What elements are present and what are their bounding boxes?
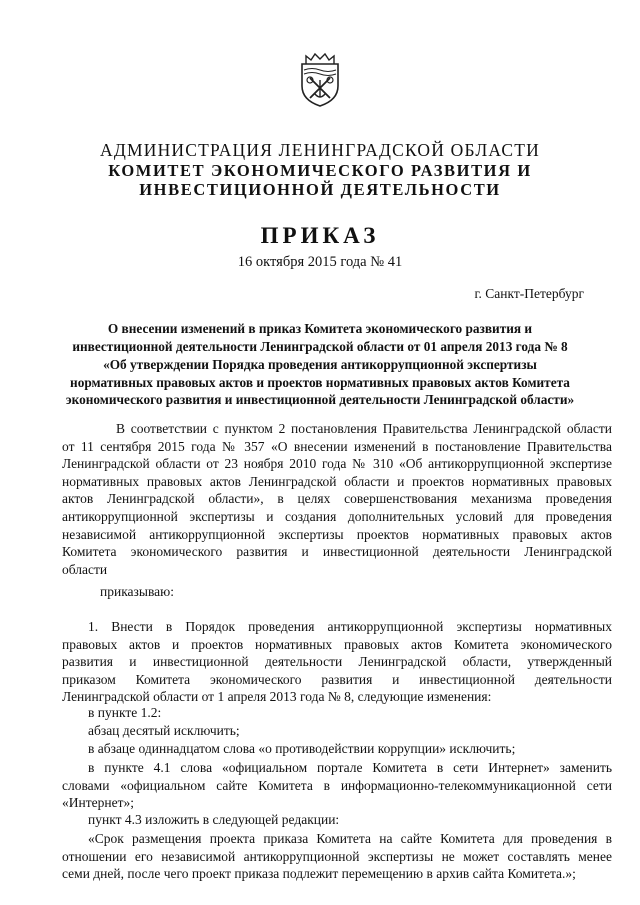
order-heading: ПРИКАЗ <box>260 223 380 248</box>
item-1-line: правовых актов и проектов нормативных правовых актов Комитета экономического <box>62 636 612 652</box>
preamble-line: Ленинградской области от 23 ноября 2010 года № 310 «Об антикоррупционной экспертизе <box>62 456 612 472</box>
change-p43-line: отношении его независимой антикоррупционной экспертизы не может составлять менее <box>62 848 612 864</box>
title-line: О внесении изменений в приказ Комитета экономического развития и <box>107 321 533 336</box>
change-p43-line: «Срок размещения проекта приказа Комитета на сайте Комитета для проведения в <box>88 831 612 846</box>
preamble-line: независимой антикоррупционной экспертизы проектов нормативных правовых актов <box>62 526 612 542</box>
change-p12-intro: в пункте 1.2: <box>88 705 162 720</box>
title-line: экономического развития и инвестиционной деятельности Ленинградской области» <box>65 392 575 407</box>
order-date-number: 16 октября 2015 года № 41 <box>237 254 403 270</box>
item-1-line: развития и инвестиционной деятельности Ленинградской области, утвержденный <box>62 654 612 670</box>
item-1-line: приказом Комитета экономического развития и инвестиционной деятельности <box>62 671 612 687</box>
change-p41-line: «Интернет»; <box>62 795 134 811</box>
city-name: г. Санкт-Петербург <box>474 286 584 301</box>
coat-of-arms-emblem <box>298 50 342 108</box>
title-line: инвестиционной деятельности Ленинградской области от 01 апреля 2013 года № 8 <box>72 339 568 354</box>
item-1-line: 1. Внести в Порядок проведения антикоррупционной экспертизы нормативных <box>88 619 612 634</box>
committee-heading-line2: ИНВЕСТИЦИОННОЙ ДЕЯТЕЛЬНОСТИ <box>139 180 501 199</box>
committee-heading-line1: КОМИТЕТ ЭКОНОМИЧЕСКОГО РАЗВИТИЯ И <box>108 161 532 180</box>
item-1-line: Ленинградской области от 1 апреля 2013 года № 8, следующие изменения: <box>62 689 492 705</box>
preamble-paragraph <box>62 420 612 578</box>
change-p43-line: семи дней, после чего проект приказа подлежит перемещению в архив сайта Комитета.»; <box>62 866 576 882</box>
administration-heading: АДМИНИСТРАЦИЯ ЛЕНИНГРАДСКОЙ ОБЛАСТИ <box>100 140 540 160</box>
title-line: нормативных правовых актов и проектов нормативных правовых актов Комитета <box>70 375 570 390</box>
item-1-paragraph <box>62 618 612 706</box>
preamble-line: В соответствии с пунктом 2 постановления Правительства Ленинградской области <box>116 421 612 436</box>
preamble-line: от 11 сентября 2015 года № 357 «О внесении изменений в постановление Правительства <box>62 438 612 454</box>
change-p43-intro: пункт 4.3 изложить в следующей редакции: <box>88 812 340 827</box>
change-p12-a: абзац десятый исключить; <box>88 723 240 738</box>
preamble-line: Комитета экономического развития и инвестиционной деятельности Ленинградской <box>62 544 612 560</box>
title-line: «Об утверждении Порядка проведения антикоррупционной экспертизы <box>103 357 537 372</box>
preamble-line: актов Ленинградской области», в целях совершенствования механизма проведения <box>62 491 612 507</box>
change-p41-paragraph <box>62 759 612 812</box>
change-p12-b: в абзаце одиннадцатом слова «о противодействии коррупции» исключить; <box>88 741 516 756</box>
preamble-line: антикоррупционной экспертизы и создания дополнительных условий для проведения <box>62 508 612 524</box>
change-p41-line: словами «официальном сайте Комитета в информационно-телекоммуникационной сети <box>62 777 612 793</box>
preamble-line: нормативных правовых актов Ленинградской области и проектов нормативных правовых <box>62 473 612 489</box>
change-p41-line: в пункте 4.1 слова «официальном портале Комитета в сети Интернет» заменить <box>88 760 612 775</box>
change-p43-text <box>62 830 612 883</box>
preamble-line: области <box>62 561 108 577</box>
order-verb: приказываю: <box>100 584 174 599</box>
